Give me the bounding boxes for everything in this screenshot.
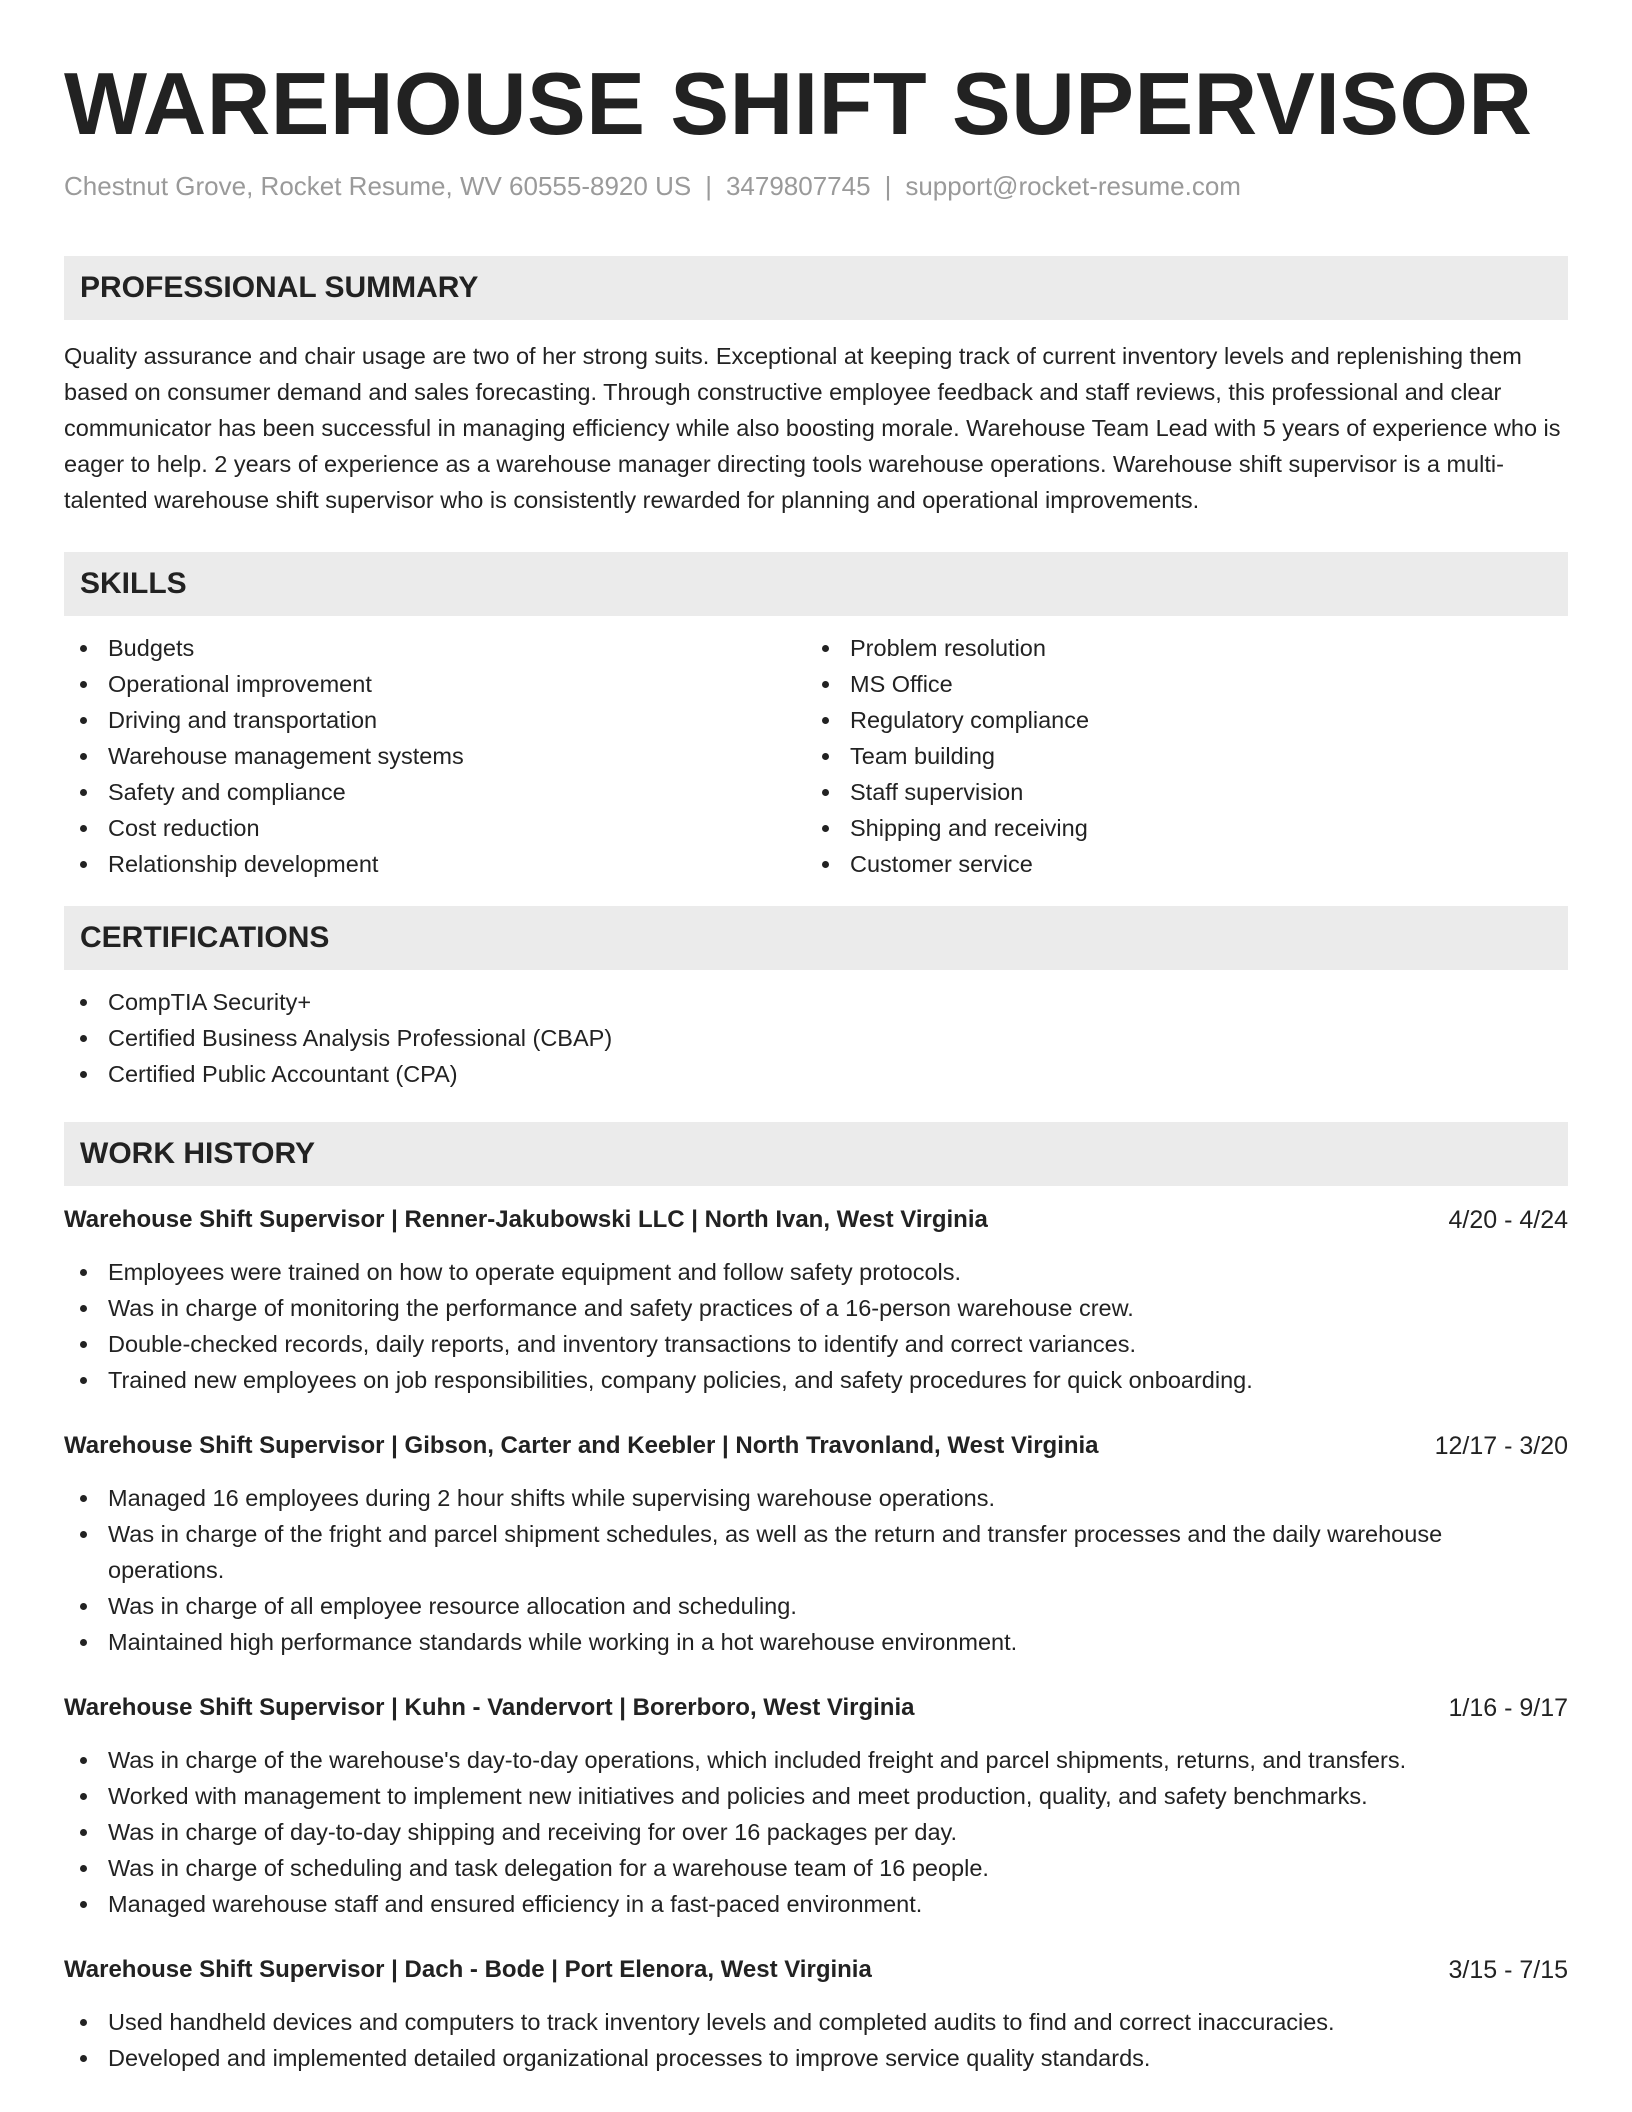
- contact-phone: 3479807745: [725, 171, 871, 201]
- job-entry: [64, 1428, 1568, 1660]
- job-bullets: [64, 2004, 1568, 2076]
- skill-item: Safety and compliance: [64, 774, 806, 810]
- certification-item: Certified Public Accountant (CPA): [64, 1056, 1568, 1092]
- resume-name: WAREHOUSE SHIFT SUPERVISOR: [64, 54, 1533, 153]
- job-bullet: Used handheld devices and computers to track inventory levels and completed audits to find and correct inaccuracies.: [64, 2004, 1568, 2040]
- section-header-work-history: WORK HISTORY: [64, 1122, 1568, 1186]
- job-title: Warehouse Shift Supervisor | Renner-Jakubowski LLC | North Ivan, West Virginia: [64, 1206, 988, 1233]
- job-bullet: Was in charge of the warehouse's day-to-day operations, which included freight and parcel shipments, returns, and transfers.: [64, 1742, 1568, 1778]
- job-bullet: Employees were trained on how to operate equipment and follow safety protocols.: [64, 1254, 1568, 1290]
- skills-column-left: [64, 630, 806, 882]
- job-header: [64, 1202, 1568, 1238]
- certification-item: Certified Business Analysis Professional (CBAP): [64, 1020, 1568, 1056]
- job-bullets: [64, 1254, 1568, 1398]
- contact-email: support@rocket-resume.com: [905, 171, 1241, 201]
- skill-item: MS Office: [806, 666, 1548, 702]
- skill-item: Shipping and receiving: [806, 810, 1548, 846]
- job-dates: 12/17 - 3/20: [1434, 1432, 1568, 1460]
- skill-item: Operational improvement: [64, 666, 806, 702]
- skill-item: Relationship development: [64, 846, 806, 882]
- skill-item: Problem resolution: [806, 630, 1548, 666]
- contact-separator: |: [705, 171, 712, 201]
- skill-item: Cost reduction: [64, 810, 806, 846]
- skills-column-right: [806, 630, 1548, 882]
- skill-item: Staff supervision: [806, 774, 1548, 810]
- job-dates: 3/15 - 7/15: [1448, 1956, 1568, 1984]
- job-dates: 1/16 - 9/17: [1448, 1694, 1568, 1722]
- resume-page: [64, 0, 1568, 2076]
- contact-separator: |: [884, 171, 892, 201]
- job-bullet: Developed and implemented detailed organizational processes to improve service quality standards.: [64, 2040, 1568, 2076]
- skill-item: Budgets: [64, 630, 806, 666]
- job-bullet: Managed 16 employees during 2 hour shifts while supervising warehouse operations.: [64, 1480, 1568, 1516]
- job-entry: [64, 1952, 1568, 2076]
- skill-item: Warehouse management systems: [64, 738, 806, 774]
- section-header-skills: SKILLS: [64, 552, 1568, 616]
- job-bullets: [64, 1480, 1568, 1660]
- section-header-certifications: CERTIFICATIONS: [64, 906, 1568, 970]
- job-title: Warehouse Shift Supervisor | Kuhn - Vandervort | Borerboro, West Virginia: [64, 1694, 915, 1721]
- section-header-summary: PROFESSIONAL SUMMARY: [64, 256, 1568, 320]
- skill-item: Team building: [806, 738, 1548, 774]
- job-bullet: Was in charge of scheduling and task delegation for a warehouse team of 16 people.: [64, 1850, 1568, 1886]
- contact-line: [64, 168, 1568, 204]
- job-title: Warehouse Shift Supervisor | Dach - Bode | Port Elenora, West Virginia: [64, 1956, 872, 1983]
- job-title: Warehouse Shift Supervisor | Gibson, Carter and Keebler | North Travonland, West Virginia: [64, 1432, 1099, 1459]
- contact-address: Chestnut Grove, Rocket Resume, WV 60555-8920 US: [64, 171, 692, 201]
- job-bullet: Was in charge of monitoring the performance and safety practices of a 16-person warehouse crew.: [64, 1290, 1568, 1326]
- job-entry: [64, 1202, 1568, 1398]
- certification-item: CompTIA Security+: [64, 984, 1568, 1020]
- job-bullet: Trained new employees on job responsibilities, company policies, and safety procedures for quick onboarding.: [64, 1362, 1568, 1398]
- job-bullet: Double-checked records, daily reports, and inventory transactions to identify and correct variances.: [64, 1326, 1568, 1362]
- job-bullets: [64, 1742, 1568, 1922]
- skill-item: Customer service: [806, 846, 1548, 882]
- summary-text: Quality assurance and chair usage are two of her strong suits. Exceptional at keeping track of current inventory levels and replenishing them based on consumer demand and sales forecasting. Through constructive employee feedback and staff reviews, this professional and clear communicator has been successful in managing efficiency while also boosting morale. Warehouse Team Lead with 5 years of experience who is eager to help. 2 years of experience as a warehouse manager directing tools warehouse operations. Warehouse shift supervisor is a multi-talented warehouse shift supervisor who is consistently rewarded for planning and operational improvements.: [64, 343, 1561, 513]
- job-entry: [64, 1690, 1568, 1922]
- job-header: [64, 1690, 1568, 1726]
- skills-list: [64, 630, 1568, 882]
- job-bullet: Was in charge of day-to-day shipping and receiving for over 16 packages per day.: [64, 1814, 1568, 1850]
- job-bullet: Was in charge of all employee resource allocation and scheduling.: [64, 1588, 1568, 1624]
- job-bullet: Worked with management to implement new initiatives and policies and meet production, quality, and safety benchmarks.: [64, 1778, 1568, 1814]
- certifications-list: [64, 984, 1568, 1092]
- job-bullet: Was in charge of the fright and parcel shipment schedules, as well as the return and transfer processes and the daily warehouse operations.: [64, 1516, 1568, 1588]
- skill-item: Driving and transportation: [64, 702, 806, 738]
- job-bullet: Managed warehouse staff and ensured efficiency in a fast-paced environment.: [64, 1886, 1568, 1922]
- job-header: [64, 1428, 1568, 1464]
- job-dates: 4/20 - 4/24: [1448, 1206, 1568, 1234]
- skill-item: Regulatory compliance: [806, 702, 1548, 738]
- job-bullet: Maintained high performance standards while working in a hot warehouse environment.: [64, 1624, 1568, 1660]
- job-header: [64, 1952, 1568, 1988]
